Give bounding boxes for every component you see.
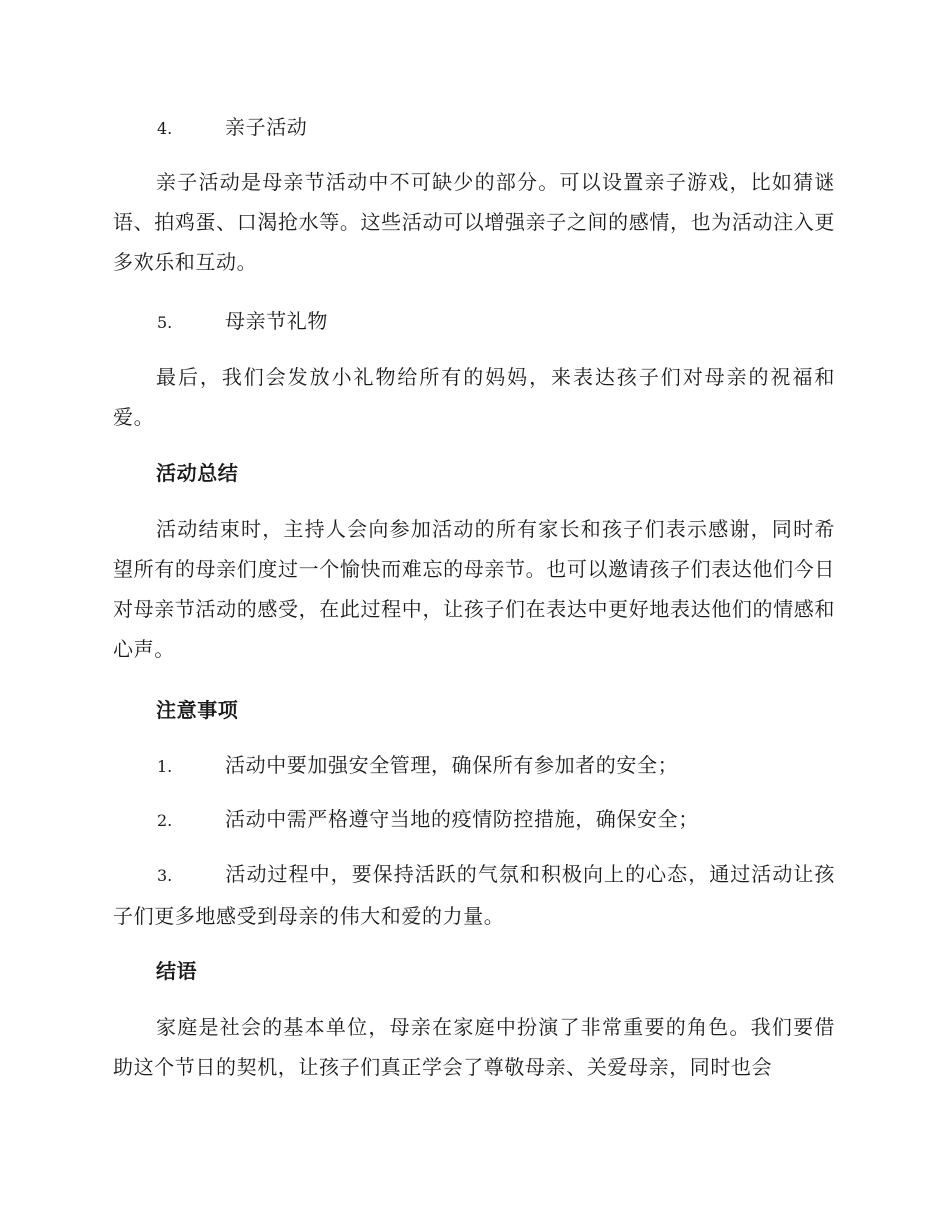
list-number: 2. — [157, 811, 173, 830]
list-item-4 — [157, 107, 879, 149]
list-number: 3. — [157, 866, 173, 885]
section-heading-summary: 活动总结 — [156, 461, 239, 485]
note-item-2 — [157, 799, 879, 841]
section-heading-notes: 注意事项 — [156, 698, 239, 722]
list-number: 4. — [157, 119, 173, 138]
list-number: 5. — [157, 313, 173, 332]
note-text: 活动中要加强安全管理，确保所有参加者的安全； — [225, 753, 679, 777]
note-text: 活动过程中，要保持活跃的气氛和积极向上的心态，通过活动让孩子们更多地感受到母亲的伟大和爱的力量。 — [113, 862, 835, 928]
list-number: 1. — [157, 757, 173, 776]
paragraph-summary: 活动结束时，主持人会向参加活动的所有家长和孩子们表示感谢，同时希望所有的母亲们度过一个愉快而难忘的母亲节。也可以邀请孩子们表达他们今日对母亲节活动的感受，在此过程中，让孩子们在表达中更好地表达他们的情感和心声。 — [113, 517, 835, 661]
paragraph-conclusion: 家庭是社会的基本单位，母亲在家庭中扮演了非常重要的角色。我们要借助这个节日的契机，让孩子们真正学会了尊敬母亲、关爱母亲，同时也会 — [113, 1015, 835, 1079]
note-item-1 — [157, 745, 879, 787]
list-item-title: 亲子活动 — [225, 115, 308, 139]
note-text: 活动中需严格遵守当地的疫情防控措施，确保安全； — [225, 807, 699, 831]
section-heading-conclusion: 结语 — [156, 959, 198, 983]
list-item-title: 母亲节礼物 — [225, 309, 328, 333]
paragraph-parent-child-activity: 亲子活动是母亲节活动中不可缺少的部分。可以设置亲子游戏，比如猜谜语、拍鸡蛋、口渴抢水等。这些活动可以增强亲子之间的感情，也为活动注入更多欢乐和互动。 — [113, 170, 835, 274]
list-item-5 — [157, 301, 879, 343]
paragraph-gifts: 最后，我们会发放小礼物给所有的妈妈，来表达孩子们对母亲的祝福和爱。 — [113, 365, 835, 429]
note-item-3 — [113, 854, 835, 936]
